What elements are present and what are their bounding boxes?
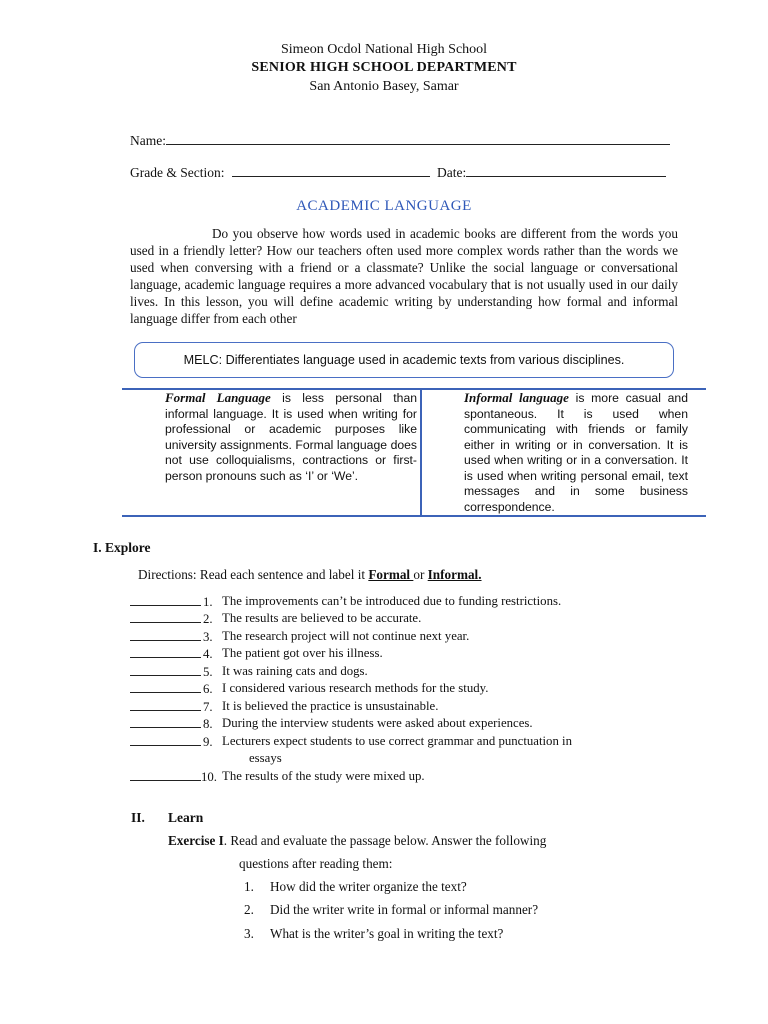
answer-blank[interactable]: [130, 594, 201, 606]
item-number: 6.: [203, 682, 213, 696]
item-number: 7.: [203, 700, 213, 714]
question-item: [244, 879, 467, 895]
learn-numeral: II.: [131, 810, 145, 825]
answer-blank[interactable]: [130, 716, 201, 728]
table-divider: [420, 388, 422, 515]
melc-box: MELC: Differentiates language used in academic texts from various disciplines.: [134, 342, 674, 378]
exercise-text: . Read and evaluate the passage below. Answer the following: [223, 833, 547, 848]
item-number: 3.: [203, 630, 213, 644]
answer-blank[interactable]: [130, 611, 201, 623]
exercise-item: [130, 734, 573, 751]
name-field[interactable]: [130, 132, 670, 149]
question-number: 1.: [244, 879, 254, 894]
date-label: Date:: [437, 165, 467, 180]
item-sentence: It was raining cats and dogs.: [222, 664, 368, 678]
learn-heading: Learn: [168, 810, 204, 825]
informal-term: Informal language: [464, 390, 569, 405]
answer-blank[interactable]: [130, 681, 201, 693]
answer-blank[interactable]: [130, 699, 201, 711]
department-name: SENIOR HIGH SCHOOL DEPARTMENT: [251, 60, 517, 75]
item-sentence: I considered various research methods for the study.: [222, 681, 489, 695]
item-number: 1.: [203, 595, 213, 609]
intro-paragraph: [130, 225, 678, 328]
item-number: 5.: [203, 665, 213, 679]
directions-text: Directions: Read each sentence and label it: [138, 567, 369, 582]
exercise-item: [130, 664, 368, 681]
name-blank[interactable]: [166, 132, 670, 145]
item-number: 9.: [203, 735, 213, 749]
answer-blank[interactable]: [130, 629, 201, 641]
exercise-item: [130, 681, 489, 698]
item-sentence: During the interview students were asked about experiences.: [222, 716, 533, 730]
item-sentence: The results are believed to be accurate.: [222, 611, 422, 625]
intro-text: Do you observe how words used in academic books are different from the words you used in a friendly letter? How our teachers often used more complex words rather than the words we used when conversing with a friend or a classmate? Unlike the social language or conversational language, academic language requires a more advanced vocabulary that is not usually used in our daily lives. In this lesson, you will define academic writing by understanding how formal and informal language differ from each other: [130, 226, 678, 327]
exercise-item: [130, 646, 383, 663]
formal-option: Formal: [368, 567, 414, 582]
question-text: How did the writer organize the text?: [270, 879, 467, 894]
exercise-item: [130, 629, 470, 646]
or-word: or: [413, 567, 428, 582]
item-number: 8.: [203, 717, 213, 731]
exercise-item: [130, 716, 533, 733]
exercise-label: Exercise I: [168, 833, 224, 848]
question-number: 3.: [244, 926, 254, 941]
question-item: [244, 902, 539, 918]
exercise-item: [130, 699, 439, 716]
answer-blank[interactable]: [130, 664, 201, 676]
item-number: 10.: [201, 770, 217, 784]
item-sentence: The patient got over his illness.: [222, 646, 383, 660]
formal-language-cell: [165, 390, 417, 484]
answer-blank[interactable]: [130, 646, 201, 658]
item-sentence: The results of the study were mixed up.: [222, 769, 425, 783]
question-text: What is the writer’s goal in writing the text?: [270, 926, 504, 941]
item-continuation: essays: [249, 751, 282, 765]
formal-description: is less personal than informal language. It is used when writing for professional or academic purposes like university assignments. Formal language does not use colloquialisms, contractions or first-person pronouns such as ‘I’ or ‘We’.: [165, 391, 418, 483]
answer-blank[interactable]: [130, 734, 201, 746]
exercise-item: [130, 769, 425, 786]
question-item: [244, 926, 504, 942]
informal-description: is more casual and spontaneous. It is used when communicating with friends or family either in writing or in conversation. It is used when writing or in a conversation. It is used when writing personal email, text messages and in some business correspondence.: [464, 391, 688, 514]
exercise-item: [130, 611, 422, 628]
grade-blank[interactable]: [232, 164, 430, 177]
item-sentence: Lecturers expect students to use correct grammar and punctuation in: [222, 734, 573, 748]
item-sentence: The improvements can’t be introduced due to funding restrictions.: [222, 594, 562, 608]
school-name: Simeon Ocdol National High School: [280, 42, 488, 57]
informal-option: Informal.: [427, 567, 482, 582]
item-number: 2.: [203, 612, 213, 626]
page-title: ACADEMIC LANGUAGE: [296, 198, 472, 214]
date-field[interactable]: [437, 164, 666, 181]
formal-term: Formal Language: [165, 390, 271, 405]
exercise-text-continued: questions after reading them:: [239, 856, 393, 871]
explore-heading: I. Explore: [93, 540, 151, 555]
item-sentence: It is believed the practice is unsustainable.: [222, 699, 439, 713]
grade-label: Grade & Section:: [130, 165, 225, 180]
item-sentence: The research project will not continue next year.: [222, 629, 470, 643]
answer-blank[interactable]: [130, 769, 201, 781]
question-number: 2.: [244, 902, 254, 917]
question-text: Did the writer write in formal or informal manner?: [270, 902, 539, 917]
school-location: San Antonio Basey, Samar: [309, 79, 459, 94]
date-blank[interactable]: [466, 164, 666, 177]
exercise-item: [130, 594, 562, 611]
exercise-instruction: [168, 833, 546, 849]
informal-language-cell: [464, 390, 688, 515]
grade-section-field[interactable]: [130, 164, 430, 181]
name-label: Name:: [130, 133, 166, 148]
item-number: 4.: [203, 647, 213, 661]
explore-directions: [138, 567, 482, 583]
